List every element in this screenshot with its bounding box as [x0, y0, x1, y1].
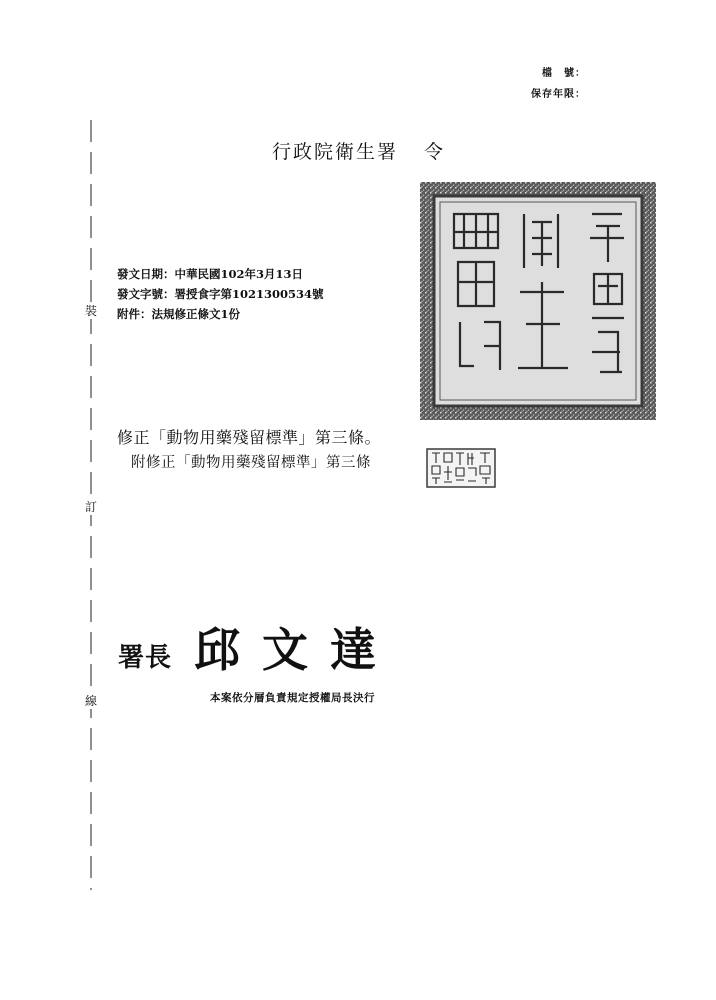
- signer-name: 邱文達: [194, 623, 399, 677]
- issue-date-label: 發文日期：: [117, 267, 175, 281]
- binding-char-ding: 訂: [84, 500, 97, 514]
- issue-info: [117, 264, 324, 324]
- issue-date-value: 中華民國102年3月13日: [174, 267, 304, 281]
- attachment-label: 附件：: [117, 307, 152, 321]
- issue-date-row: [117, 264, 324, 284]
- document-type: 令: [424, 141, 446, 163]
- signer-title: 署長: [118, 643, 173, 673]
- file-number-label: 檔 號：: [542, 68, 586, 79]
- official-seal-large: [420, 182, 656, 420]
- reference-number-row: [117, 284, 324, 304]
- binding-char-zhuang: 裝: [84, 304, 97, 318]
- document-title: [272, 137, 445, 164]
- issuer-name: 行政院衛生署: [272, 141, 399, 163]
- seal-small-graphic: [426, 448, 496, 488]
- retention-period-label: 保存年限：: [531, 89, 586, 100]
- binding-margin: [86, 120, 96, 890]
- delegation-note: 本案依分層負責規定授權局長決行: [210, 692, 375, 704]
- reference-number-label: 發文字號：: [117, 287, 175, 301]
- binding-char-xian: 線: [84, 694, 97, 708]
- official-seal-small: [426, 448, 496, 488]
- attachment-row: [117, 304, 324, 324]
- order-body-line: 修正「動物用藥殘留標準」第三條。: [117, 428, 382, 447]
- file-metadata: [520, 64, 586, 100]
- attachment-value: 法規修正條文1份: [151, 307, 241, 321]
- seal-large-graphic: [420, 182, 656, 420]
- attachment-note-line: 附修正「動物用藥殘留標準」第三條: [131, 455, 371, 471]
- reference-number-value: 署授食字第1021300534號: [174, 287, 324, 301]
- signature-block: [118, 614, 398, 680]
